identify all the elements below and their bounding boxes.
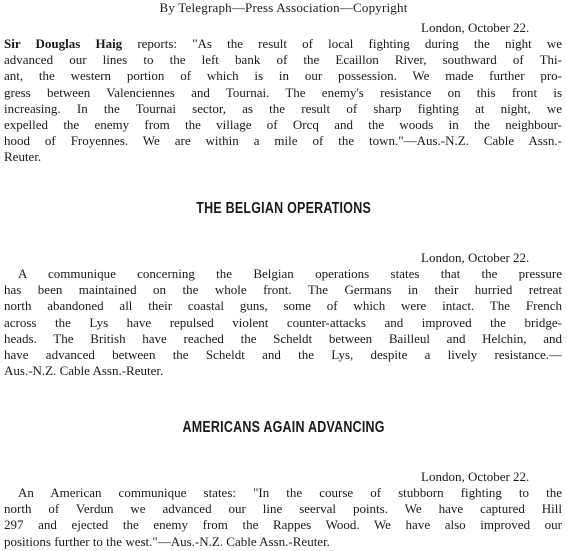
article-2-line: Aus.-N.Z. Cable Assn.-Reuter.: [4, 363, 164, 379]
article-2-body: [4, 266, 562, 379]
article-1-lead-name: Sir Douglas Haig: [4, 36, 123, 51]
article-3-line: north of Verdun we advanced our line seerval points. We have captured Hill: [4, 501, 562, 517]
article-2-line: heads. The British have reached the Scheldt between Bailleul and Helchin, and: [4, 330, 562, 346]
article-2-line: have advanced between the Scheldt and the Lys, despite a lively resistance.—: [4, 347, 562, 363]
article-3-line: An American communique states: "In the course of stubborn fighting to the: [18, 485, 562, 500]
article-2-line: has been maintained on the whole front. The Germans in their hurried retreat: [4, 282, 562, 298]
article-3-line: positions further to the west."—Aus.-N.Z. Cable Assn.-Reuter.: [4, 533, 330, 549]
article-1-line: Reuter.: [4, 149, 42, 165]
heading-americans-again-advancing: AMERICANS AGAIN ADVANCING: [182, 419, 385, 436]
dateline-article-2: London, October 22.: [421, 250, 530, 265]
article-1-line: gress between Valenciennes and Tournai. The enemy's resistance on this front is: [4, 84, 562, 100]
dateline-article-3: London, October 22.: [421, 469, 530, 484]
article-1-body: [4, 36, 562, 166]
article-1-line-rest: reports: "As the result of local fighting during the night we: [122, 36, 562, 51]
article-1-line: expelled the enemy from the village of Orcq and the woods in the neighbour-: [4, 117, 562, 133]
article-1-line: [4, 36, 562, 52]
byline: By Telegraph—Press Association—Copyright: [159, 0, 408, 15]
heading-belgian-operations: THE BELGIAN OPERATIONS: [196, 200, 372, 217]
article-2-line: north abandoned all their coastal guns, some of which were intact. The French: [4, 298, 562, 314]
article-1-line: ant, the western portion of which is in our possession. We made further pro-: [4, 68, 562, 84]
article-3-body: [4, 485, 562, 550]
article-2-line: across the Lys have repulsed violent counter-attacks and improved the bridge-: [4, 314, 562, 330]
article-1-line: hood of Froyennes. We are within a mile of the town."—Aus.-N.Z. Cable Assn.-: [4, 133, 562, 149]
article-2-line: A communique concerning the Belgian operations states that the pressure: [18, 266, 562, 281]
article-1-line: advanced our lines to the left bank of the Ecaillon River, southward of Thi-: [4, 52, 562, 68]
article-3-line: 297 and ejected the enemy from the Rappes Wood. We have also improved our: [4, 517, 562, 533]
dateline-article-1: London, October 22.: [421, 20, 530, 35]
article-1-line: increasing. In the Tournai sector, as the result of sharp fighting at night, we: [4, 100, 562, 116]
